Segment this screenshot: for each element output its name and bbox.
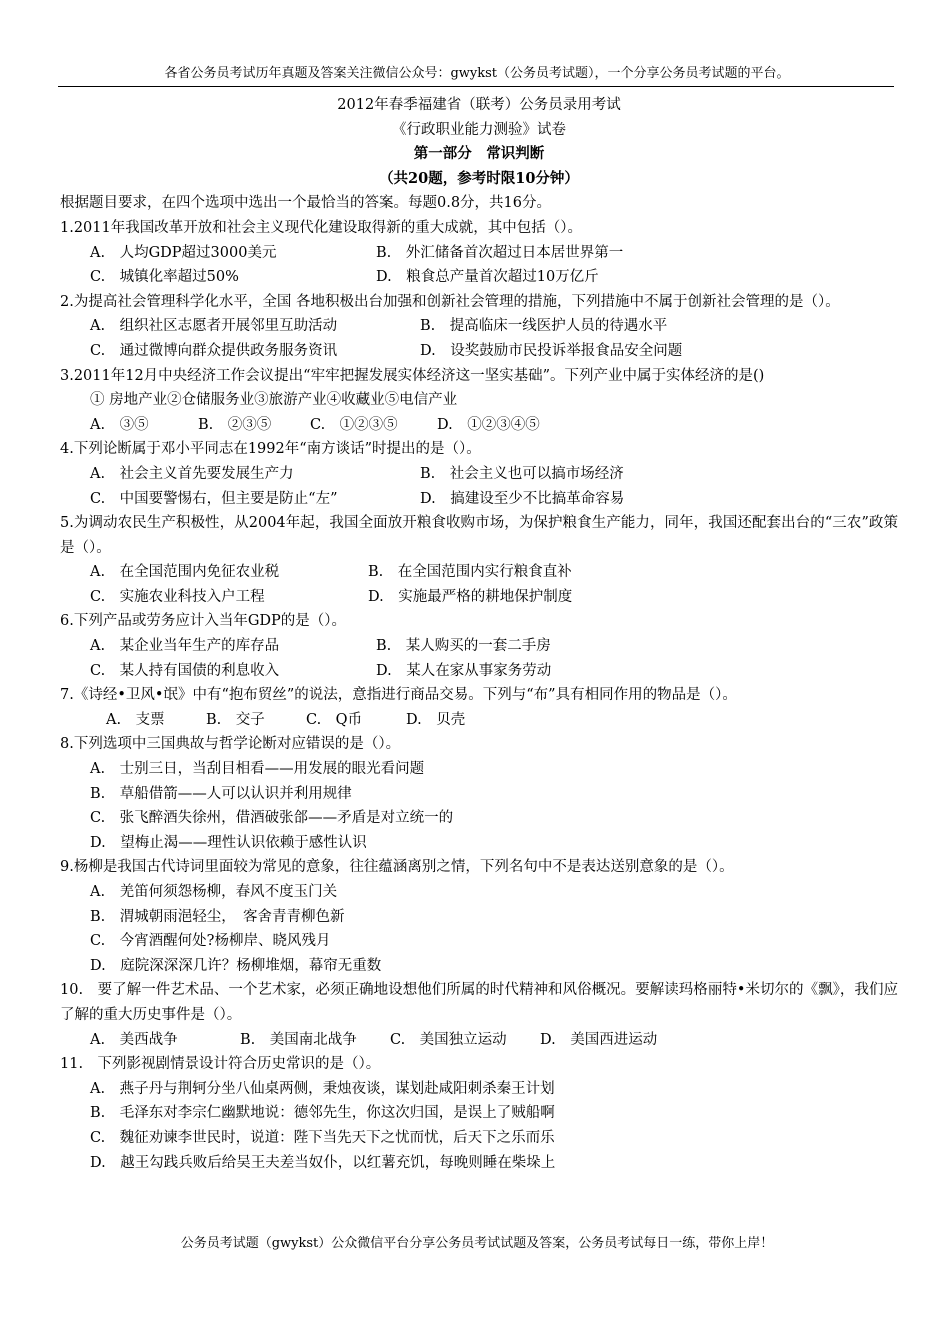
q5-option-d: D. 实施最严格的耕地保护制度	[368, 588, 573, 605]
question-4-options-row1	[60, 462, 898, 487]
q9-option-c: C. 今宵酒醒何处?杨柳岸、晓风残月	[90, 933, 331, 950]
q1-option-d: D. 粮食总产量首次超过10万亿斤	[376, 269, 599, 286]
q2-option-b: B. 提高临床一线医护人员的待遇水平	[420, 318, 668, 335]
q1-option-a: A. 人均GDP超过3000美元	[90, 244, 277, 261]
q1-option-b: B. 外汇储备首次超过日本居世界第一	[376, 244, 624, 261]
q7-option-a: A. 支票	[106, 711, 165, 728]
exam-subtitle: 《行政职业能力测验》试卷	[392, 121, 566, 138]
section-title: 第一部分 常识判断	[413, 145, 545, 163]
header-divider	[58, 86, 894, 87]
section-note: （共20题，参考时限10分钟）	[379, 169, 579, 187]
question-10-options	[60, 1028, 898, 1053]
question-6-options-row1	[60, 634, 898, 659]
q7-option-d: D. 贝壳	[406, 711, 466, 728]
q2-option-c: C. 通过微博向群众提供政务服务资讯	[90, 342, 338, 359]
q4-option-a: A. 社会主义首先要发展生产力	[90, 465, 294, 482]
question-5-options-row1	[60, 560, 898, 585]
question-5-stem: 5.为调动农民生产积极性，从2004年起，我国全面放开粮食收购市场，为保护粮食生产能力，同年，我国还配套出台的“三农”政策是（）。	[60, 515, 898, 556]
question-10-stem: 10. 要了解一件艺术品、一个艺术家，必须正确地设想他们所属的时代精神和风俗概况。要解读玛格丽特•米切尔的《飘》，我们应了解的重大历史事件是（）。	[60, 982, 898, 1023]
q9-option-b: B. 渭城朝雨浥轻尘， 客舍青青柳色新	[90, 908, 345, 925]
q11-option-c: C. 魏征劝谏李世民时，说道：陛下当先天下之忧而忧，后天下之乐而乐	[90, 1129, 555, 1146]
q2-option-d: D. 设奖鼓励市民投诉举报食品安全问题	[420, 342, 683, 359]
q6-option-a: A. 某企业当年生产的库存品	[90, 638, 280, 655]
q4-option-d: D. 搞建设至少不比搞革命容易	[420, 490, 625, 507]
q4-option-b: B. 社会主义也可以搞市场经济	[420, 465, 624, 482]
question-2-options-row2	[60, 339, 898, 364]
exam-title: 2012年春季福建省（联考）公务员录用考试	[337, 97, 621, 113]
q1-option-c: C. 城镇化率超过50%	[90, 269, 239, 286]
q5-option-b: B. 在全国范围内实行粮食直补	[368, 564, 572, 581]
q3-option-a: A. ③⑤	[90, 416, 149, 433]
instructions: 根据题目要求，在四个选项中选出一个最恰当的答案。每题0.8分，共16分。	[60, 195, 552, 212]
question-4-options-row2	[60, 487, 898, 512]
q6-option-d: D. 某人在家从事家务劳动	[376, 662, 552, 679]
q5-option-c: C. 实施农业科技入户工程	[90, 588, 265, 605]
q7-option-b: B. 交子	[206, 711, 265, 728]
q8-option-c: C. 张飞醉酒失徐州，借酒破张郃——矛盾是对立统一的	[90, 810, 454, 827]
question-9-stem: 9.杨柳是我国古代诗词里面较为常见的意象，往往蕴涵离别之情，下列名句中不是表达送别意象的是（）。	[60, 859, 734, 876]
q8-option-d: D. 望梅止渴——理性认识依赖于感性认识	[90, 834, 367, 851]
q5-option-a: A. 在全国范围内免征农业税	[90, 564, 280, 581]
question-6-stem: 6.下列产品或劳务应计入当年GDP的是（）。	[60, 613, 347, 630]
question-7-options	[60, 708, 898, 733]
page-header: 各省公务员考试历年真题及答案关注微信公众号：gwykst（公务员考试题），一个分享公务员考试题的平台。	[164, 66, 790, 81]
question-2-options-row1	[60, 314, 898, 339]
q9-option-d: D. 庭院深深深几许？杨柳堆烟，幕帘无重数	[90, 957, 382, 974]
question-3-options	[60, 413, 898, 438]
q3-option-d: D. ①②③④⑤	[437, 416, 540, 433]
q8-option-a: A. 士别三日，当刮目相看——用发展的眼光看问题	[90, 761, 425, 778]
q6-option-b: B. 某人购买的一套二手房	[376, 638, 551, 655]
question-8-stem: 8.下列选项中三国典故与哲学论断对应错误的是（）。	[60, 736, 401, 753]
q8-option-b: B. 草船借箭——人可以认识并利用规律	[90, 785, 352, 802]
q11-option-a: A. 燕子丹与荆轲分坐八仙桌两侧，秉烛夜谈，谋划赴咸阳刺杀秦王计划	[90, 1080, 555, 1097]
q10-option-c: C. 美国独立运动	[390, 1031, 507, 1048]
q4-option-c: C. 中国要警惕右，但主要是防止“左”	[90, 490, 338, 507]
q2-option-a: A. 组织社区志愿者开展邻里互助活动	[90, 318, 338, 335]
exam-content	[60, 93, 898, 1175]
question-6-options-row2	[60, 659, 898, 684]
question-1-stem: 1.2011年我国改革开放和社会主义现代化建设取得新的重大成就，其中包括（）。	[60, 219, 582, 236]
q3-option-b: B. ②③⑤	[198, 416, 272, 433]
q10-option-b: B. 美国南北战争	[240, 1031, 357, 1048]
page-footer: 公务员考试题（gwykst）公众微信平台分享公务员考试试题及答案，公务员考试每日一练，带你上岸！	[180, 1236, 774, 1251]
question-4-stem: 4.下列论断属于邓小平同志在1992年“南方谈话”时提出的是（）。	[60, 441, 481, 458]
question-5-options-row2	[60, 585, 898, 610]
q10-option-a: A. 美西战争	[90, 1031, 178, 1048]
q7-option-c: C. Q币	[306, 711, 363, 728]
q9-option-a: A. 羌笛何须怨杨柳，春风不度玉门关	[90, 884, 338, 900]
question-2-stem: 2.为提高社会管理科学化水平，全国 各地积极出台加强和创新社会管理的措施，下列措施中不属于创新社会管理的是（）。	[60, 293, 840, 310]
question-11-stem: 11. 下列影视剧情景设计符合历史常识的是（）。	[60, 1056, 381, 1073]
question-1-options-row1	[60, 241, 898, 266]
question-7-stem: 7.《诗经•卫风•氓》中有“抱布贸丝”的说法，意指进行商品交易。下列与“布”具有相同作用的物品是（）。	[60, 687, 737, 704]
q11-option-b: B. 毛泽东对李宗仁幽默地说：德邻先生，你这次归国，是误上了贼船啊	[90, 1105, 555, 1122]
q3-option-c: C. ①②③⑤	[310, 416, 398, 433]
q11-option-d: D. 越王勾践兵败后给吴王夫差当奴仆，以红薯充饥，每晚则睡在柴垛上	[90, 1154, 556, 1171]
q6-option-c: C. 某人持有国债的利息收入	[90, 662, 280, 679]
question-3-items: ① 房地产业②仓储服务业③旅游产业④收藏业⑤电信产业	[90, 392, 458, 409]
question-3-stem: 3.2011年12月中央经济工作会议提出“牢牢把握发展实体经济这一坚实基础”。下列产业中属于实体经济的是()	[60, 367, 765, 384]
q10-option-d: D. 美国西进运动	[540, 1031, 658, 1048]
question-1-options-row2	[60, 265, 898, 290]
